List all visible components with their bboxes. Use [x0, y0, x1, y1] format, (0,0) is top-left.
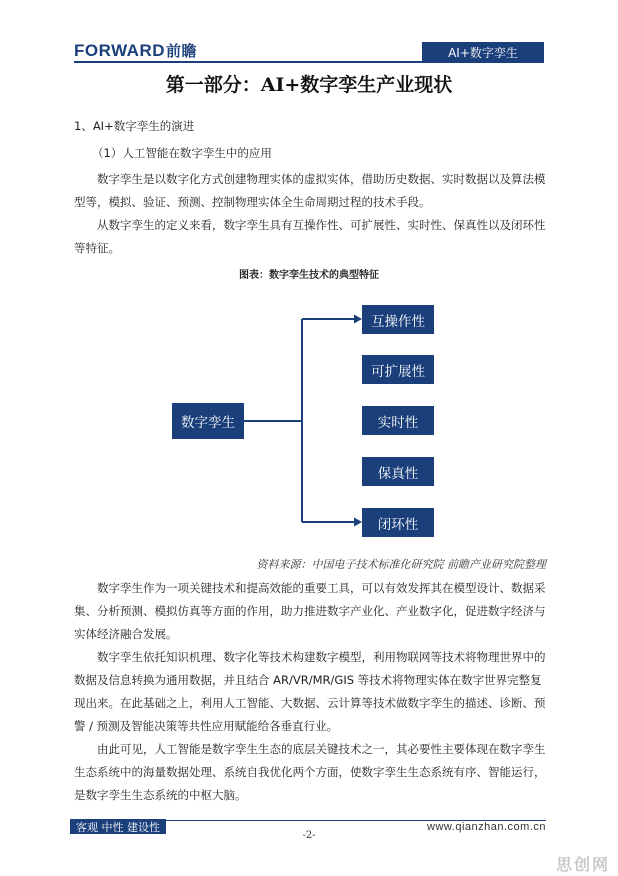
feature-realtime: 实时性	[362, 406, 434, 435]
figure-source: 资料来源：中国电子技术标准化研究院 前瞻产业研究院整理	[256, 558, 546, 571]
figure-caption: 图表：数字孪生技术的典型特征	[239, 270, 379, 281]
page-number: -2-	[302, 830, 316, 841]
section-tab: AI+数字孪生	[422, 42, 544, 62]
feature-fidelity: 保真性	[362, 457, 434, 486]
paragraph-key-technology: 数字孪生作为一项关键技术和提高效能的重要工具，可以有效发挥其在模型设计、数据采集、分析预测、模拟仿真等方面的作用，助力推进数字产业化、产业数字化，促进数字经济与实体经济融合发展。	[74, 581, 546, 641]
feature-closed-loop: 闭环性	[362, 508, 434, 537]
watermark: 思创网	[555, 855, 610, 874]
page-title: 第一部分：AI+数字孪生产业现状	[165, 74, 453, 96]
footer-url: www.qianzhan.com.cn	[427, 821, 546, 833]
paragraph-conclusion: 由此可见，人工智能是数字孪生生态的底层关键技术之一，其必要性主要体现在数字孪生生态系统中的海量数据处理、系统自我优化两个方面，使数字孪生生态系统有序、智能运行，是数字孪生生态系统的中枢大脑。	[74, 742, 546, 802]
digital-twin-box: 数字孪生	[172, 403, 244, 439]
paragraph-model-building: 数字孪生依托知识机理、数字化等技术构建数字模型，利用物联网等技术将物理世界中的数据及信息转换为通用数据，并且结合 AR/VR/MR/GIS 等技术将物理实体在数字世界完整复现出来。在此基础之上，利用人工智能、大数据、云计算等技术做数字孪生的描述、诊断、预警 / 预测及智能决策等共性应用赋能给各垂直行业。	[74, 650, 546, 733]
feature-extensibility: 可扩展性	[362, 355, 434, 384]
paragraph-characteristics: 从数字孪生的定义来看，数字孪生具有互操作性、可扩展性、实时性、保真性以及闭环性等特征。	[74, 218, 546, 255]
logo-cn: 前瞻	[166, 42, 198, 60]
logo-text: FORWARD	[74, 41, 166, 60]
footer-slogan: 客观 中性 建设性	[70, 819, 166, 834]
arrow-head-1	[354, 315, 362, 324]
paragraph-definition: 数字孪生是以数字化方式创建物理实体的虚拟实体，借助历史数据、实时数据以及算法模型等，模拟、验证、预测、控制物理实体全生命周期过程的技术手段。	[74, 172, 546, 209]
arrow-head-5	[354, 518, 362, 527]
feature-interoperability: 互操作性	[362, 305, 434, 334]
subsection-heading: （1）人工智能在数字孪生中的应用	[92, 146, 272, 160]
section-heading: 1、AI+数字孪生的演进	[74, 119, 195, 133]
